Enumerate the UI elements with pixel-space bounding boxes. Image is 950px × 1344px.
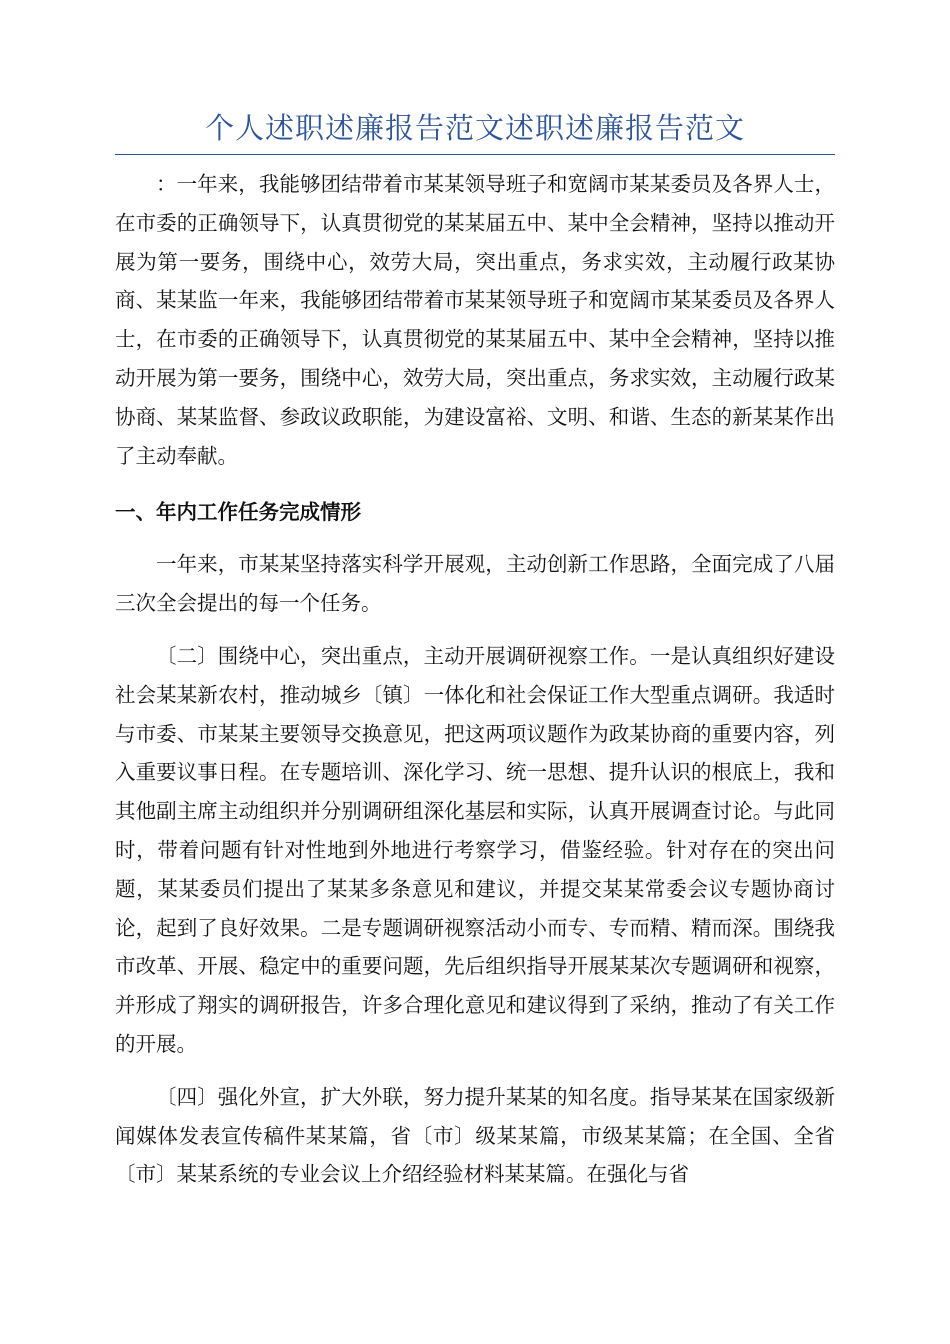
document-page — [115, 106, 835, 1194]
intro-paragraph: ：一年来，我能够团结带着市某某领导班子和宽阔市某某委员及各界人士，在市委的正确领导下，认真贯彻党的某某届五中、某中全会精神，坚持以推动开展为第一要务，围绕中心，效劳大局，突出重点，务求实效，主动履行政某协商、某某监一年来，我能够团结带着市某某领导班子和宽阔市某某委员及各界人士，在市委的正确领导下，认真贯彻党的某某届五中、某中全会精神，坚持以推动开展为第一要务，围绕中心，效劳大局，突出重点，务求实效，主动履行政某协商、某某监督、参政议政职能，为建设富裕、文明、和谐、生态的新某某作出了主动奉献。 — [115, 172, 835, 468]
section-paragraph-3: 〔四〕强化外宣，扩大外联，努力提升某某的知名度。指导某某在国家级新闻媒体发表宣传稿件某某篇，省〔市〕级某某篇，市级某某篇；在全国、全省〔市〕某某系统的专业会议上介绍经验材料某某篇。在强化与省 — [115, 1084, 835, 1187]
document-body — [115, 165, 835, 1194]
section-paragraph-1: 一年来，市某某坚持落实科学开展观，主动创新工作思路，全面完成了八届三次全会提出的每一个任务。 — [115, 552, 835, 616]
section-heading: 一、年内工作任务完成情形 — [115, 500, 361, 525]
document-title: 个人述职述廉报告范文述职述廉报告范文 — [115, 106, 835, 155]
section-paragraph-2: 〔二〕围绕中心，突出重点，主动开展调研视察工作。一是认真组织好建设社会某某新农村，推动城乡〔镇〕一体化和社会保证工作大型重点调研。我适时与市委、市某某主要领导交换意见，把这两项议题作为政某协商的重要内容，列入重要议事日程。在专题培训、深化学习、统一思想、提升认识的根底上，我和其他副主席主动组织并分别调研组深化基层和实际，认真开展调查讨论。与此同时，带着问题有针对性地到外地进行考察学习，借鉴经验。针对存在的突出问题，某某委员们提出了某某多条意见和建议，并提交某某常委会议专题协商讨论，起到了良好效果。二是专题调研视察活动小而专、专而精、精而深。围绕我市改革、开展、稳定中的重要问题，先后组织指导开展某某次专题调研和视察，并形成了翔实的调研报告，许多合理化意见和建议得到了采纳，推动了有关工作的开展。 — [115, 643, 835, 1056]
